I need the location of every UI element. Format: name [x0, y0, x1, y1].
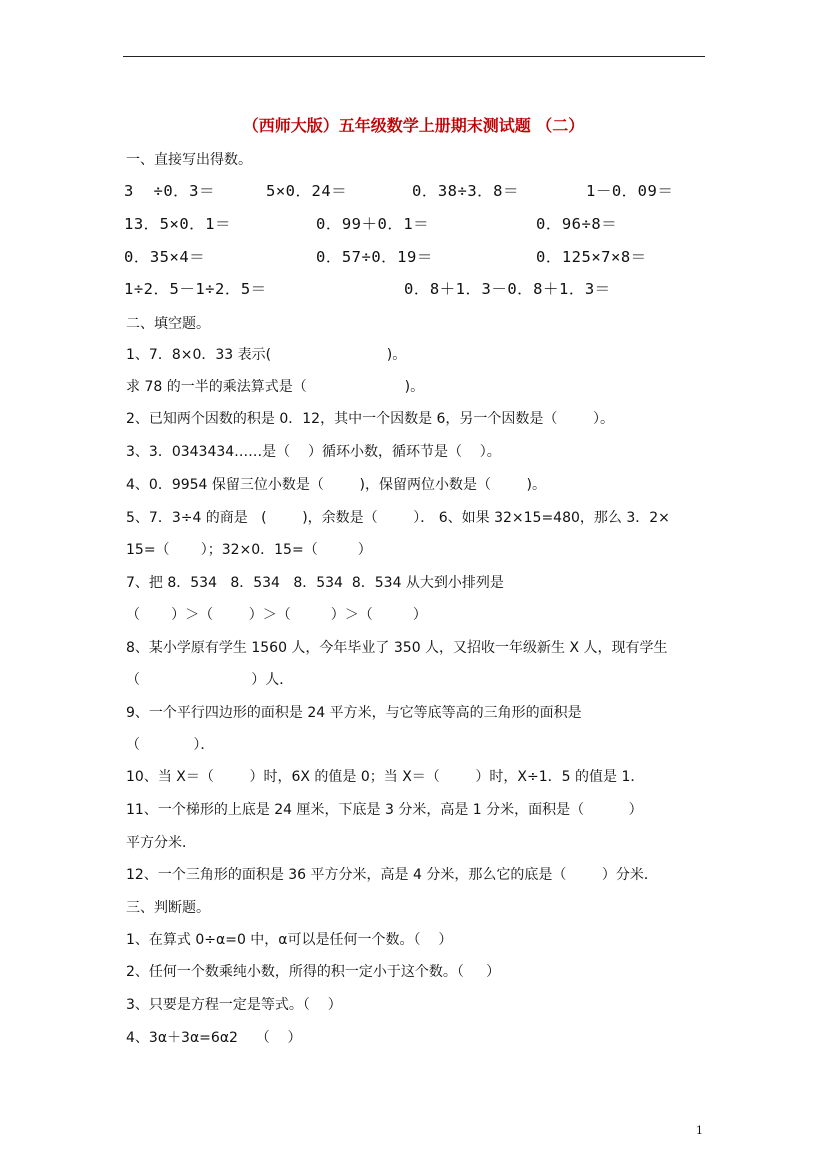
calc-item: 0．38÷3．8＝	[412, 182, 519, 200]
section-2-heading: 二、填空题。	[126, 316, 210, 332]
fill-blank-line: 10、当 X＝（ ）时，6X 的值是 0；当 X＝（ ）时，X÷1．5 的值是 1．	[126, 769, 645, 785]
fill-blank-line: 2、已知两个因数的积是 0．12，其中一个因数是 6，另一个因数是（ ）。	[126, 411, 615, 427]
fill-blank-line: 11、一个梯形的上底是 24 厘米，下底是 3 分米，高是 1 分米，面积是（ ）	[126, 802, 643, 818]
calc-item: 0．99＋0．1＝	[316, 215, 430, 233]
calc-item: 13．5×0．1＝	[124, 215, 231, 233]
calc-item: 0．96÷8＝	[536, 215, 618, 233]
document-title: （西师大版）五年级数学上册期末测试题 （二）	[242, 116, 585, 135]
fill-blank-line: 3、3．0343434……是（ ）循环小数，循环节是（ ）。	[126, 444, 501, 460]
judge-line: 4、3α＋3α=6α2 （ ）	[126, 1030, 302, 1046]
calc-item: 5×0．24＝	[266, 182, 348, 200]
fill-blank-line: 15=（ ）；32×0．15=（ ）	[126, 542, 372, 558]
page-number: 1	[696, 1124, 703, 1137]
calc-item: 0．57÷0．19＝	[316, 248, 433, 266]
fill-blank-line: （ ）人．	[126, 672, 294, 688]
fill-blank-line: 平方分米．	[126, 835, 196, 851]
fill-blank-line: 1、7．8×0．33 表示( )。	[126, 347, 407, 363]
calc-item: 1÷2．5－1÷2．5＝	[124, 280, 267, 298]
section-3-heading: 三、判断题。	[126, 900, 210, 916]
judge-line: 1、在算式 0÷α=0 中，α可以是任何一个数。（ ）	[126, 932, 453, 948]
calc-item: 3 ÷0．3＝	[124, 182, 215, 200]
calc-item: 0．125×7×8＝	[536, 248, 647, 266]
fill-blank-line: （ ）＞（ ）＞（ ）＞（ ）	[126, 607, 427, 623]
fill-blank-line: 12、一个三角形的面积是 36 平方分米，高是 4 分米，那么它的底是（ ）分米．	[126, 867, 658, 883]
judge-line: 3、只要是方程一定是等式。（ ）	[126, 997, 342, 1013]
fill-blank-line: 8、某小学原有学生 1560 人，今年毕业了 350 人，又招收一年级新生 X 人，现有学生	[126, 640, 668, 656]
fill-blank-line: 7、把 8．534 8．534 8．534 8．534 从大到小排列是	[126, 575, 504, 591]
fill-blank-line: 5、7．3÷4 的商是 ( )，余数是（ ）． 6、如果 32×15=480，那么 3．2×	[126, 510, 670, 526]
calc-item: 1－0．09＝	[586, 182, 674, 200]
header-rule	[123, 56, 705, 57]
calc-item: 0．35×4＝	[124, 248, 206, 266]
section-1-heading: 一、直接写出得数。	[126, 152, 252, 168]
fill-blank-line: 求 78 的一半的乘法算式是（ )。	[126, 379, 425, 395]
calc-item: 0．8＋1．3－0．8＋1．3＝	[404, 280, 611, 298]
fill-blank-line: （ ）．	[126, 737, 215, 753]
judge-line: 2、任何一个数乘纯小数，所得的积一定小于这个数。（ ）	[126, 964, 501, 980]
fill-blank-line: 4、0．9954 保留三位小数是（ )，保留两位小数是（ )。	[126, 477, 547, 493]
fill-blank-line: 9、一个平行四边形的面积是 24 平方米，与它等底等高的三角形的面积是	[126, 705, 582, 721]
